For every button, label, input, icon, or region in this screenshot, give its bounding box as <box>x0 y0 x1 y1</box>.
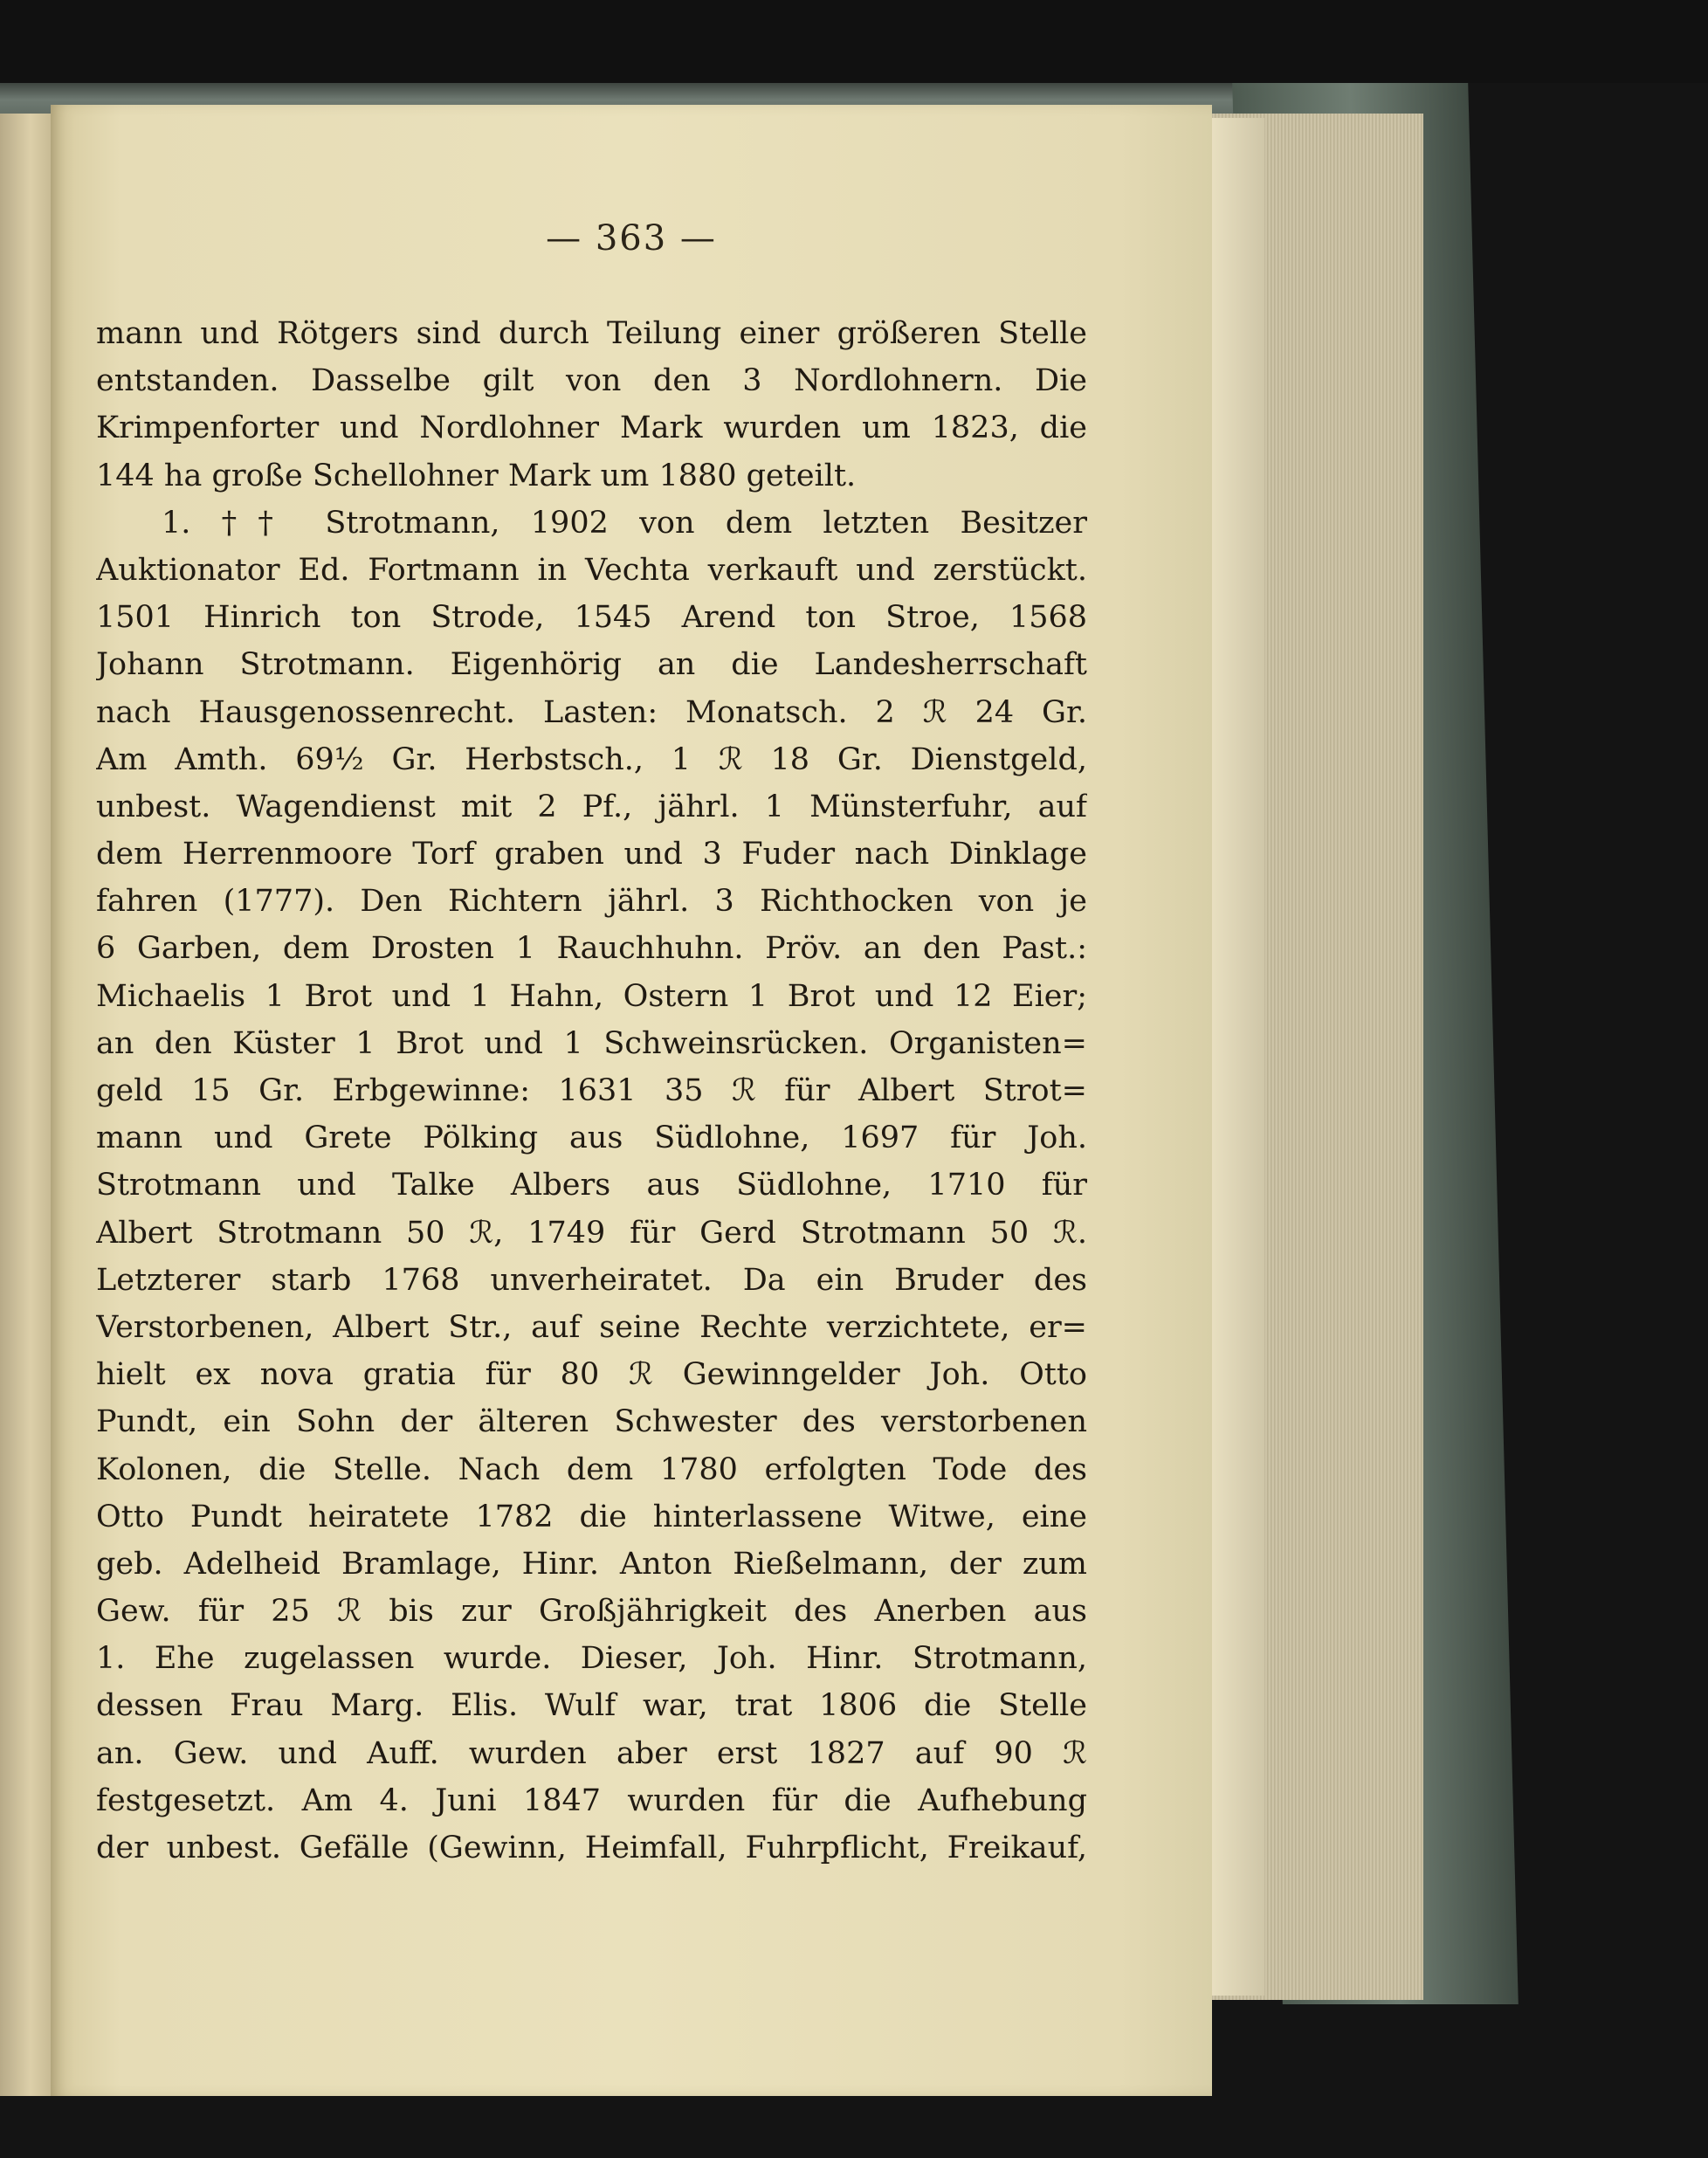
text-line: 144 ha große Schellohner Mark um 1880 geteilt. <box>96 458 857 493</box>
text-line: Johann Strotmann. Eigenhörig an die Landesherrschaft <box>96 647 1087 683</box>
text-line: der unbest. Gefälle (Gewinn, Heimfall, Fuhrpflicht, Freikauf, <box>96 1831 1087 1865</box>
text-line: Albert Strotmann 50 ℛ, 1749 für Gerd Strotmann 50 ℛ. <box>96 1215 1087 1251</box>
text-line: entstanden. Dasselbe gilt von den 3 Nordlohnern. Die <box>96 363 1087 399</box>
page-edge-highlight <box>1212 118 1264 1996</box>
text-line: 6 Garben, dem Drosten 1 Rauchhuhn. Pröv. an den Past.: <box>96 931 1087 967</box>
text-line: festgesetzt. Am 4. Juni 1847 wurden für die Aufhebung <box>96 1782 1087 1818</box>
text-line: nach Hausgenossenrecht. Lasten: Monatsch. 2 ℛ 24 Gr. <box>96 694 1087 730</box>
text-line: 1501 Hinrich ton Strode, 1545 Arend ton Stroe, 1568 <box>96 600 1087 636</box>
text-line: Am Amth. 69½ Gr. Herbstsch., 1 ℛ 18 Gr. Dienstgeld, <box>96 741 1087 777</box>
text-line: an. Gew. und Auff. wurden aber erst 1827 auf 90 ℛ <box>96 1735 1087 1771</box>
text-line: Otto Pundt heiratete 1782 die hinterlassene Witwe, eine <box>96 1499 1087 1534</box>
text-line: dem Herrenmoore Torf graben und 3 Fuder nach Dinklage <box>96 837 1087 872</box>
text-line: fahren (1777). Den Richtern jährl. 3 Richthocken von je <box>96 884 1087 920</box>
text-line: geb. Adelheid Bramlage, Hinr. Anton Rießelmann, der zum <box>96 1546 1087 1582</box>
scan-background <box>0 0 1708 83</box>
text-line: Michaelis 1 Brot und 1 Hahn, Ostern 1 Brot und 12 Eier; <box>96 978 1087 1014</box>
text-line: Kolonen, die Stelle. Nach dem 1780 erfolgten Tode des <box>96 1451 1087 1487</box>
text-line: Gew. für 25 ℛ bis zur Großjährigkeit des Anerben aus <box>96 1594 1087 1630</box>
text-line: 1. †† Strotmann, 1902 von dem letzten Besitzer <box>162 505 1087 541</box>
text-line: Auktionator Ed. Fortmann in Vechta verkauft und zerstückt. <box>96 552 1087 588</box>
text-line: Strotmann und Talke Albers aus Südlohne, 1710 für <box>96 1168 1087 1203</box>
text-line: dessen Frau Marg. Elis. Wulf war, trat 1806 die Stelle <box>96 1688 1087 1724</box>
text-line: geld 15 Gr. Erbgewinne: 1631 35 ℛ für Albert Strot= <box>96 1073 1087 1108</box>
text-line: 1. Ehe zugelassen wurde. Dieser, Joh. Hinr. Strotmann, <box>96 1641 1087 1677</box>
body-text <box>96 310 1087 1872</box>
text-line: hielt ex nova gratia für 80 ℛ Gewinngelder Joh. Otto <box>96 1357 1087 1393</box>
page-number: — 363 — <box>546 218 717 259</box>
text-line: Krimpenforter und Nordlohner Mark wurden um 1823, die <box>96 410 1087 446</box>
previous-page-edge <box>0 114 51 2096</box>
text-line: mann und Rötgers sind durch Teilung einer größeren Stelle <box>96 316 1087 351</box>
book-page <box>51 105 1212 2096</box>
text-line: Verstorbenen, Albert Str., auf seine Rechte verzichtete, er= <box>96 1309 1087 1345</box>
text-line: Letzterer starb 1768 unverheiratet. Da ein Bruder des <box>96 1262 1087 1298</box>
text-line: an den Küster 1 Brot und 1 Schweinsrücken. Organisten= <box>96 1025 1087 1061</box>
text-line: mann und Grete Pölking aus Südlohne, 1697 für Joh. <box>96 1120 1087 1156</box>
text-line: Pundt, ein Sohn der älteren Schwester des verstorbenen <box>96 1404 1087 1440</box>
text-line: unbest. Wagendienst mit 2 Pf., jährl. 1 Münsterfuhr, auf <box>96 789 1087 824</box>
